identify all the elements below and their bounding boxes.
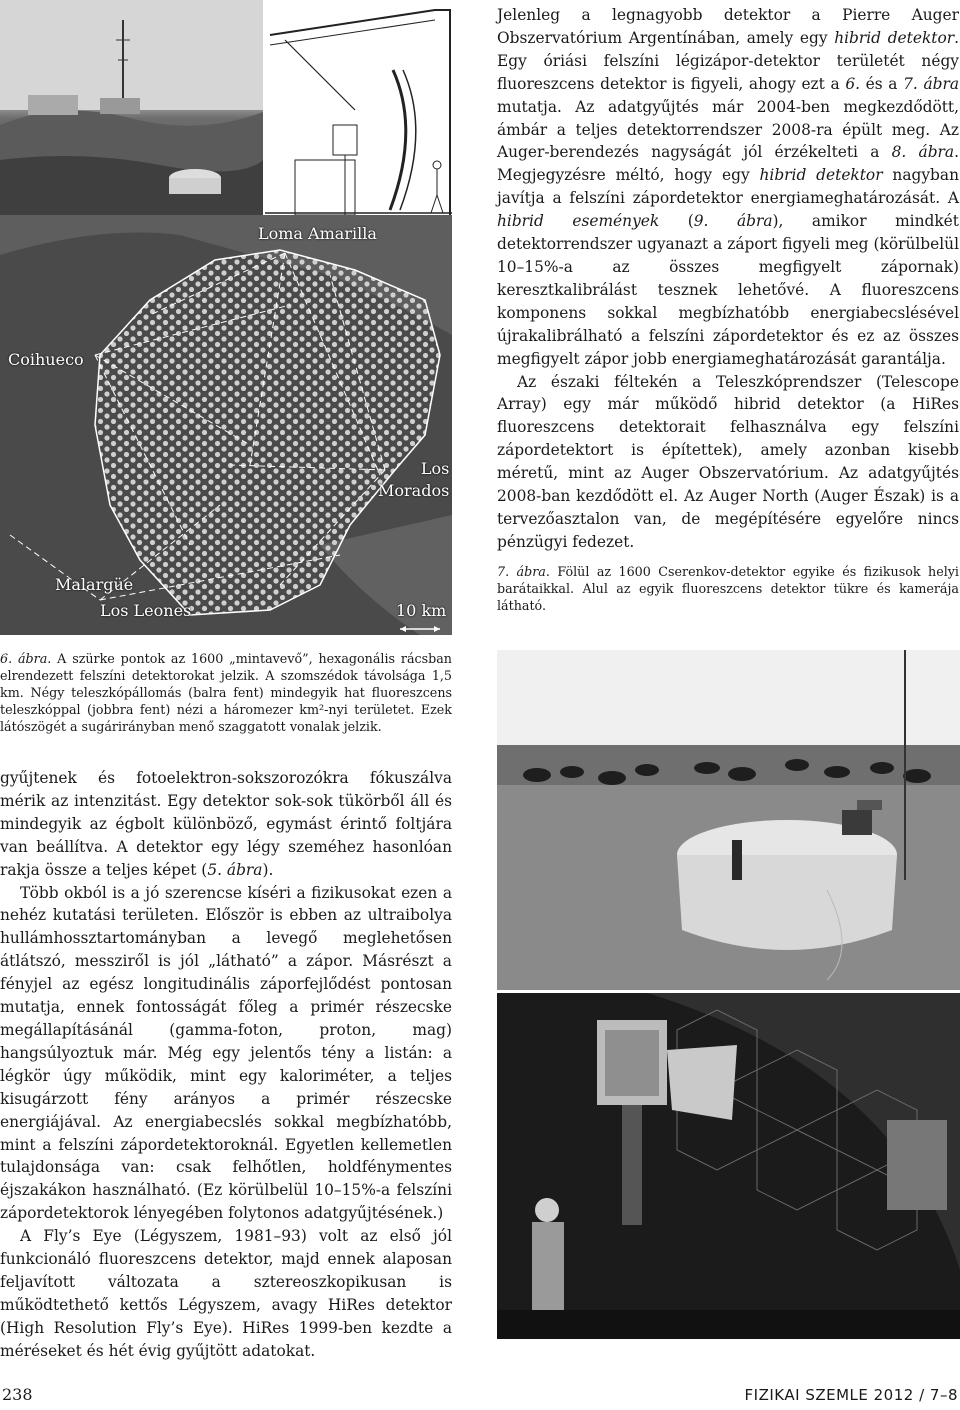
- figure6-ref: 6. ábra: [0, 651, 48, 666]
- label-scale: 10 km: [396, 601, 447, 620]
- telescope-line-art: [265, 0, 452, 215]
- telescope-drawing: [265, 0, 452, 215]
- figure6-caption: [0, 650, 452, 735]
- figure6-caption-text: . A szürke pontok az 1600 „mintavevő”, hexagonális rácsban elrendezett felszíni detektorokat jelzik. A szomszédok távolsága 1,5 km. Négy teleszkópállomás (balra fent) mindegyik hat fluoreszcens teleszkóppal (jobbra fent) nézi a háromezer km²-nyi területet. Ezek látószögét a sugárirányban menő szaggatott vonalak jelzik.: [0, 651, 452, 734]
- left-paragraph-2: Több okból is a jó szerencse kíséri a fizikusokat ezen a nehéz kutatási területen. Először is ebben az ultraibolya hullámhossztartományban a levegő meglehetősen átlátszó, messziről is jól „látható” a zápor. Másrészt a fényjel az egész longitudinális záporfejlődést pontosan mutatja, ennek fontosságát főleg a primér részecske megállapításánál (gamma-foton, proton, mag) hangsúlyoztuk már. Még egy jelentős tény a listán: a légkör úgy működik, mint egy kaloriméter, a teljes kisugárzott fény arányos a primér részecske energiájával. Az energiabecslés sokkal megbízhatóbb, mint a felszíni zápordetektoroknál. Egyetlen kellemetlen tulajdonsága van: csak felhőtlen, holdfénymentes éjszakákon használható. (Ez körülbelül 10–15%-a felszíni zápordetektorok lényegében folytonos adatgyűjtésének.): [0, 883, 452, 1223]
- right-paragraph-2: Az északi féltekén a Teleszkóprendszer (Telescope Array) egy már működő hibrid detektor (a HiRes fluoreszcens detektorait felhasználva egy felszíni zápordetektort is építettek), amely azonban kisebb méretű, mint az Auger Obszervatórium. Az adatgyűjtés 2008-ban kezdődött el. Az Auger North (Auger Észak) is a tervezőasztalon van, de megépítésére egyelőre nincs pénzügyi fedezet.: [497, 372, 959, 551]
- figure7-caption-text: . Fölül az 1600 Cserenkov-detektor egyike és fizikusok helyi barátaikkal. Alul az egyik fluoreszcens detektor tükre és kamerája látható.: [497, 564, 959, 613]
- journal-title: FIZIKAI SZEMLE 2012 / 7–8: [744, 1386, 958, 1404]
- label-los-leones: Los Leones: [100, 601, 192, 620]
- array-map-drawing: [0, 215, 452, 635]
- left-paragraph-1: gyűjtenek és fotoelektron-sokszorozókra fókuszálva mérik az intenzitást. Egy detektor sok-sok tükörből áll és mindegyik az égbolt különböző, egymást érintő foltjára van beállítva. A detektor egy légy szeméhez hasonlóan rakja össze a teljes képet (5. ábra).: [0, 769, 452, 879]
- label-los-morados: Los Morados: [378, 459, 450, 500]
- figure7-caption: [497, 563, 959, 614]
- figure7-ref: 7. ábra: [497, 564, 546, 579]
- detector-photos: [497, 650, 960, 1339]
- right-paragraph-1: Jelenleg a legnagyobb detektor a Pierre Auger Obszervatórium Argentínában, amely egy hibrid detektor. Egy óriási felszíni légizápor-detektor területét négy fluoreszcens detektor is figyeli, ahogy ezt a 6. és a 7. ábra mutatja. Az adatgyűjtés már 2004-ben megkezdődött, ámbár a teljes detektorrendszer 2008-ra épült meg. Az Auger-berendezés nagyságát jól érzékelteti a 8. ábra. Megjegyzésre méltó, hogy egy hibrid detektor nagyban javítja a felszíni zápordetektor energiameghatározását. A hibrid események (9. ábra), amikor mindkét detektorrendszer ugyanazt a záport figyeli meg (körülbelül 10–15%-a az összes megfigyelt zápornak) keresztkalibrálást tesznek lehetővé. A fluoreszcens komponens sokkal megbízhatóbb energiabecslésével újrakalibrálható a felszíni zápordetektor és ez az összes megfigyelt zápor jobb energiameghatározását garantálja.: [497, 6, 960, 368]
- right-column-text: [497, 4, 959, 554]
- label-coihueco: Coihueco: [8, 350, 84, 369]
- label-loma-amarilla: Loma Amarilla: [258, 224, 377, 243]
- page-number: 238: [2, 1385, 33, 1404]
- detector-photos-drawing: [497, 650, 960, 1339]
- left-column-text: [0, 767, 452, 1363]
- label-malargue: Malargüe: [55, 575, 134, 594]
- left-paragraph-3: A Fly’s Eye (Légyszem, 1981–93) volt az első jól funkcionáló fluoreszcens detektor, majd ennek alaposan feljavított változata a sztereoszkopikusan is működtethető kettős Légyszem, avagy HiRes detektor (High Resolution Fly’s Eye). HiRes 1999-ben kezdte a méréseket és hét évig gyűjtött adatokat.: [0, 1227, 452, 1360]
- station-photo: [0, 0, 263, 215]
- auger-array-map: [0, 215, 452, 635]
- station-photo-drawing: [0, 0, 263, 215]
